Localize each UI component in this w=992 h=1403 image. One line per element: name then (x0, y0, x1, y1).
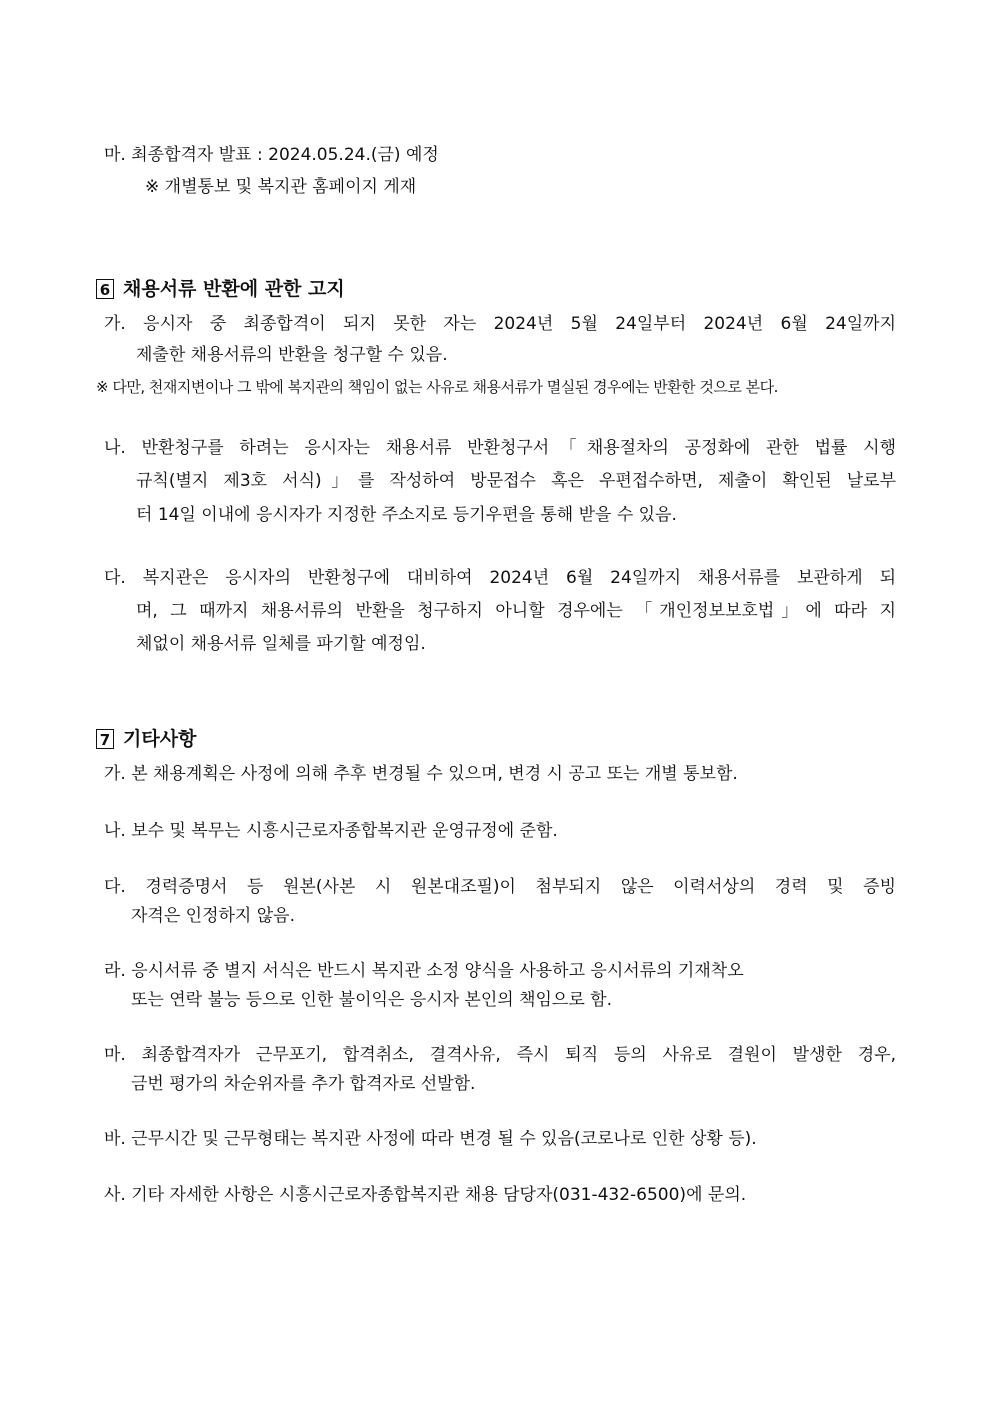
s6-item-na-line2: 규칙(별지 제3호 서식)」를 작성하여 방문접수 혹은 우편접수하면, 제출이 확인된 날로부 (136, 471, 896, 491)
s7-item-ma-line1: 마. 최종합격자가 근무포기, 합격취소, 결격사유, 즉시 퇴직 등의 사유로 결원이 발생한 경우, (104, 1045, 896, 1065)
section-7-heading (96, 729, 196, 749)
announce-note: ※ 개별통보 및 복지관 홈페이지 게재 (145, 177, 417, 197)
s7-item-da-line1: 다. 경력증명서 등 원본(사본 시 원본대조필)이 첨부되지 않은 이력서상의 경력 및 증빙 (104, 877, 896, 897)
s6-item-da-line2: 며, 그 때까지 채용서류의 반환을 청구하지 아니할 경우에는 「개인정보보호법」에 따라 지 (136, 601, 896, 621)
s7-item-ma-line2: 금번 평가의 차순위자를 추가 합격자로 선발함. (131, 1074, 476, 1094)
section-6-number: 6 (96, 279, 114, 299)
announce-date-line: 마. 최종합격자 발표 : 2024.05.24.(금) 예정 (104, 145, 439, 165)
s7-item-ra-line1: 라. 응시서류 중 별지 서식은 반드시 복지관 소정 양식을 사용하고 응시서류의 기재착오 (104, 961, 744, 981)
s6-item-da-line1: 다. 복지관은 응시자의 반환청구에 대비하여 2024년 6월 24일까지 채용서류를 보관하게 되 (104, 568, 896, 588)
s7-item-ga: 가. 본 채용계획은 사정에 의해 추후 변경될 수 있으며, 변경 시 공고 또는 개별 통보함. (104, 764, 738, 784)
section-7-number: 7 (96, 729, 114, 749)
s6-item-ga-line2: 제출한 채용서류의 반환을 청구할 수 있음. (136, 345, 448, 365)
section-7-title: 기타사항 (123, 728, 197, 750)
s7-item-ra-line2: 또는 연락 불능 등으로 인한 불이익은 응시자 본인의 책임으로 함. (131, 990, 613, 1010)
s6-item-da-line3: 체없이 채용서류 일체를 파기할 예정임. (136, 634, 426, 654)
s6-item-na-line3: 터 14일 이내에 응시자가 지정한 주소지로 등기우편을 통해 받을 수 있음. (136, 505, 677, 525)
s7-item-sa: 사. 기타 자세한 사항은 시흥시근로자종합복지관 채용 담당자(031-432-6500)에 문의. (104, 1185, 747, 1205)
s7-item-na: 나. 보수 및 복무는 시흥시근로자종합복지관 운영규정에 준함. (104, 821, 558, 841)
s6-item-ga-line1: 가. 응시자 중 최종합격이 되지 못한 자는 2024년 5월 24일부터 2024년 6월 24일까지 (104, 314, 896, 334)
section-6-title: 채용서류 반환에 관한 고지 (123, 278, 345, 300)
s7-item-ba: 바. 근무시간 및 근무형태는 복지관 사정에 따라 변경 될 수 있음(코로나로 인한 상황 등). (104, 1129, 757, 1149)
section-6-heading (96, 279, 345, 299)
s6-disclaimer-note: ※ 다만, 천재지변이나 그 밖에 복지관의 책임이 없는 사유로 채용서류가 멸실된 경우에는 반환한 것으로 본다. (96, 378, 778, 396)
s7-item-da-line2: 자격은 인정하지 않음. (131, 906, 296, 926)
s6-item-na-line1: 나. 반환청구를 하려는 응시자는 채용서류 반환청구서「채용절차의 공정화에 관한 법률 시행 (104, 438, 896, 458)
